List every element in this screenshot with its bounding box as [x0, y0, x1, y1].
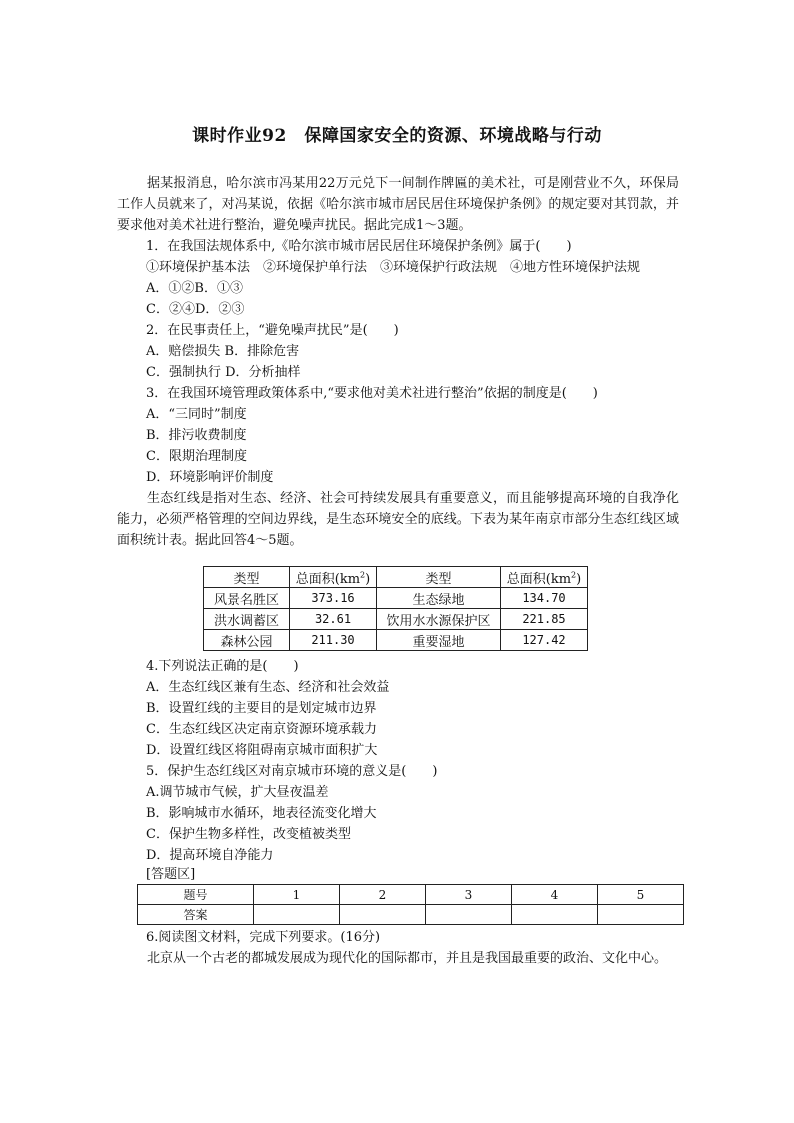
- answer-input-row: [138, 905, 684, 925]
- question-4-stem: 4.下列说法正确的是( ): [146, 659, 299, 674]
- question-4-option-d: D．设置红线区将阻碍南京城市面积扩大: [146, 743, 378, 758]
- question-5-option-c: C．保护生物多样性，改变植被类型: [146, 827, 351, 842]
- type-cell: 重要湿地: [377, 630, 501, 651]
- answer-header-cell: 答案: [138, 905, 254, 925]
- question-4-option-c: C．生态红线区决定南京资源环境承载力: [146, 722, 377, 737]
- answer-area-label: [答题区]: [146, 867, 196, 882]
- area-cell: 32.61: [290, 609, 377, 630]
- question-6-text: 北京从一个古老的都城发展成为现代化的国际都市，并且是我国最重要的政治、文化中心。: [147, 951, 668, 966]
- number-cell: 2: [340, 885, 426, 905]
- area-cell: 221.85: [501, 609, 588, 630]
- intro-paragraph-2: 生态红线是指对生态、经济、社会可持续发展具有重要意义，而且能够提高环境的自我净化能力，必须严格管理的空间边界线，是生态环境安全的底线。下表为某年南京市部分生态红线区域面积统计表。据此回答4～5题。: [117, 491, 679, 548]
- area-cell: 127.42: [501, 630, 588, 651]
- type-cell: 洪水调蓄区: [204, 609, 290, 630]
- question-5-option-b: B．影响城市水循环，地表径流变化增大: [146, 806, 377, 821]
- area-cell: 134.70: [501, 588, 588, 609]
- answer-cell[interactable]: [426, 905, 512, 925]
- type-cell: 生态绿地: [377, 588, 501, 609]
- answer-cell[interactable]: [340, 905, 426, 925]
- type-cell: 森林公园: [204, 630, 290, 651]
- number-cell: 1: [254, 885, 340, 905]
- table-row: [204, 630, 588, 651]
- header-type-1: 类型: [204, 567, 290, 588]
- type-cell: 饮用水水源保护区: [377, 609, 501, 630]
- answer-cell[interactable]: [254, 905, 340, 925]
- question-5-option-d: D．提高环境自净能力: [146, 848, 274, 863]
- answer-number-row: [138, 885, 684, 905]
- number-cell: 4: [512, 885, 598, 905]
- question-6-stem: 6.阅读图文材料，完成下列要求。(16分): [146, 930, 381, 945]
- type-cell: 风景名胜区: [204, 588, 290, 609]
- page-title: 课时作业92 保障国家安全的资源、环境战略与行动: [192, 126, 602, 146]
- table-header-row: [204, 567, 588, 588]
- question-2-stem: 2．在民事责任上，“避免噪声扰民”是( ): [146, 323, 399, 338]
- question-3-option-c: C．限期治理制度: [146, 449, 247, 464]
- question-2-options-cd: C．强制执行 D．分析抽样: [146, 365, 301, 380]
- question-5-stem: 5．保护生态红线区对南京城市环境的意义是( ): [146, 764, 438, 779]
- header-area-2: 总面积$(km^2)$: [501, 567, 588, 588]
- question-4-option-b: B．设置红线的主要目的是划定城市边界: [146, 701, 377, 716]
- area-cell: 373.16: [290, 588, 377, 609]
- header-area-1: 总面积$(km^2)$: [290, 567, 377, 588]
- question-3-option-d: D．环境影响评价制度: [146, 470, 274, 485]
- question-3-option-b: B．排污收费制度: [146, 428, 247, 443]
- answer-cell[interactable]: [598, 905, 684, 925]
- question-1-options-cd: C．②④D．②③: [146, 302, 245, 317]
- question-5-option-a: A.调节城市气候，扩大昼夜温差: [146, 785, 329, 800]
- answer-table: [137, 884, 684, 925]
- table-row: [204, 609, 588, 630]
- question-3-stem: 3．在我国环境管理政策体系中,“要求他对美术社进行整治”依据的制度是( ): [146, 386, 598, 401]
- question-1-options-ab: A．①②B．①③: [146, 281, 243, 296]
- number-header-cell: 题号: [138, 885, 254, 905]
- number-cell: 5: [598, 885, 684, 905]
- question-1-items: ①环境保护基本法 ②环境保护单行法 ③环境保护行政法规 ④地方性环境保护法规: [146, 260, 641, 275]
- question-2-options-ab: A．赔偿损失 B．排除危害: [146, 344, 300, 359]
- answer-cell[interactable]: [512, 905, 598, 925]
- area-statistics-table: [203, 566, 588, 651]
- question-4-option-a: A．生态红线区兼有生态、经济和社会效益: [146, 680, 390, 695]
- area-cell: 211.30: [290, 630, 377, 651]
- number-cell: 3: [426, 885, 512, 905]
- intro-paragraph-1: 据某报消息，哈尔滨市冯某用22万元兑下一间制作牌匾的美术社，可是刚营业不久，环保局工作人员就来了，对冯某说，依据《哈尔滨市城市居民居住环境保护条例》的规定要对其罚款，并要求他对美术社进行整治，避免噪声扰民。据此完成1～3题。: [117, 176, 679, 233]
- header-type-2: 类型: [377, 567, 501, 588]
- table-row: [204, 588, 588, 609]
- question-3-option-a: A．“三同时”制度: [146, 407, 247, 422]
- question-1-stem: 1．在我国法规体系中,《哈尔滨市城市居民居住环境保护条例》属于( ): [146, 239, 572, 254]
